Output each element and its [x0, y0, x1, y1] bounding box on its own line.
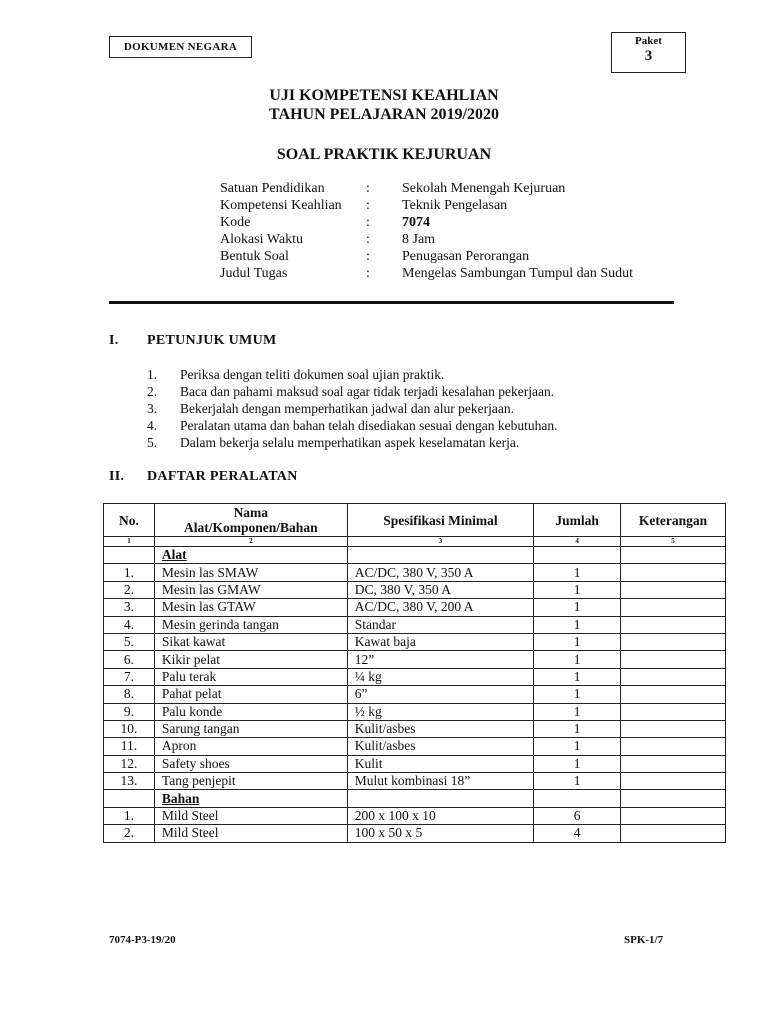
cell-note — [621, 668, 726, 685]
cell-name: Mesin las SMAW — [154, 564, 347, 581]
cell-note — [621, 825, 726, 842]
info-separator: : — [366, 249, 370, 264]
info-value: Mengelas Sambungan Tumpul dan Sudut — [402, 266, 634, 281]
info-separator: : — [366, 181, 370, 196]
table-row — [104, 651, 726, 668]
cell-qty: 4 — [534, 825, 621, 842]
cell-no: 7. — [104, 668, 155, 685]
table-row — [104, 720, 726, 737]
academic-year-title: TAHUN PELAJARAN 2019/2020 — [269, 106, 499, 123]
cell-no: 11. — [104, 738, 155, 755]
info-key: Judul Tugas — [220, 266, 288, 281]
cell-name: Mesin las GMAW — [154, 581, 347, 598]
info-value: Teknik Pengelasan — [402, 198, 508, 213]
info-separator: : — [366, 266, 370, 281]
table-header-row — [104, 504, 726, 537]
cell-qty: 1 — [534, 703, 621, 720]
cell-spec: DC, 380 V, 350 A — [347, 581, 534, 598]
paket-box — [611, 32, 686, 73]
header-note: Keterangan — [621, 504, 726, 537]
section-title: DAFTAR PERALATAN — [147, 469, 298, 484]
cell-no: 5. — [104, 633, 155, 650]
cell-spec: Mulut kombinasi 18” — [347, 773, 534, 790]
cell-no: 6. — [104, 651, 155, 668]
cell-no: 13. — [104, 773, 155, 790]
list-number: 2. — [147, 384, 158, 399]
table-row — [104, 755, 726, 772]
cell-no: 4. — [104, 616, 155, 633]
list-item — [147, 401, 558, 418]
section-number: I. — [109, 333, 119, 348]
table-row — [104, 668, 726, 685]
header-spec: Spesifikasi Minimal — [347, 504, 534, 537]
info-key: Alokasi Waktu — [220, 232, 303, 247]
header-name-line1: Nama — [233, 505, 269, 520]
cell-qty: 1 — [534, 581, 621, 598]
list-text: Baca dan pahami maksud soal agar tidak terjadi kesalahan pekerjaan. — [180, 384, 555, 399]
cell-spec: 100 x 50 x 5 — [347, 825, 534, 842]
section-heading-general-instructions — [109, 333, 277, 349]
cell-qty: 1 — [534, 668, 621, 685]
info-key: Kompetensi Keahlian — [220, 198, 342, 213]
list-item — [147, 384, 558, 401]
cell-spec: 200 x 100 x 10 — [347, 807, 534, 824]
column-index: 1 — [104, 537, 155, 547]
table-row — [104, 738, 726, 755]
info-row — [220, 266, 682, 283]
list-number: 3. — [147, 401, 158, 416]
cell-no: 9. — [104, 703, 155, 720]
cell-no: 1. — [104, 807, 155, 824]
info-key: Kode — [220, 215, 251, 230]
cell-note — [621, 616, 726, 633]
info-value: 7074 — [402, 215, 430, 230]
column-index: 4 — [534, 537, 621, 547]
cell-note — [621, 807, 726, 824]
instruction-list — [147, 367, 558, 452]
cell-name: Tang penjepit — [154, 773, 347, 790]
cell-name: Palu terak — [154, 668, 347, 685]
cell-note — [621, 581, 726, 598]
info-key: Bentuk Soal — [220, 249, 289, 264]
column-index-row — [104, 537, 726, 547]
cell-no: 10. — [104, 720, 155, 737]
table-row — [104, 599, 726, 616]
header-name-line2: Alat/Komponen/Bahan — [184, 520, 318, 535]
header-name — [154, 504, 347, 537]
column-index: 2 — [154, 537, 347, 547]
column-index: 3 — [347, 537, 534, 547]
cell-spec: Kulit/asbes — [347, 738, 534, 755]
cell-note — [621, 633, 726, 650]
exam-title: UJI KOMPETENSI KEAHLIAN — [269, 87, 499, 104]
paket-number: 3 — [644, 48, 653, 64]
table-row — [104, 703, 726, 720]
list-text: Periksa dengan teliti dokumen soal ujian praktik. — [180, 367, 445, 382]
info-key: Satuan Pendidikan — [220, 181, 325, 196]
info-separator: : — [366, 215, 370, 230]
cell-note — [621, 703, 726, 720]
cell-name: Kikir pelat — [154, 651, 347, 668]
group-label: Bahan — [154, 790, 347, 807]
cell-name: Pahat pelat — [154, 686, 347, 703]
cell-qty: 1 — [534, 738, 621, 755]
cell-name: Mesin gerinda tangan — [154, 616, 347, 633]
column-index: 5 — [621, 537, 726, 547]
group-row-materials — [104, 790, 726, 807]
list-text: Peralatan utama dan bahan telah disediakan sesuai dengan kebutuhan. — [180, 418, 558, 433]
info-separator: : — [366, 232, 370, 247]
table-row — [104, 564, 726, 581]
cell-qty: 1 — [534, 633, 621, 650]
list-item — [147, 435, 558, 452]
info-row — [220, 249, 682, 266]
cell-spec: Standar — [347, 616, 534, 633]
cell-name: Palu konde — [154, 703, 347, 720]
cell-qty: 6 — [534, 807, 621, 824]
cell-note — [621, 773, 726, 790]
list-text: Dalam bekerja selalu memperhatikan aspek keselamatan kerja. — [180, 435, 520, 450]
table-row — [104, 633, 726, 650]
cell-spec: AC/DC, 380 V, 200 A — [347, 599, 534, 616]
footer-page-number: SPK-1/7 — [624, 934, 664, 946]
cell-no: 8. — [104, 686, 155, 703]
info-row — [220, 181, 682, 198]
cell-name: Mild Steel — [154, 825, 347, 842]
cell-qty: 1 — [534, 616, 621, 633]
info-value: Sekolah Menengah Kejuruan — [402, 181, 566, 196]
cell-note — [621, 686, 726, 703]
cell-name: Sikat kawat — [154, 633, 347, 650]
cell-spec: 12” — [347, 651, 534, 668]
header-divider — [109, 301, 674, 304]
cell-spec: ½ kg — [347, 703, 534, 720]
table-row — [104, 616, 726, 633]
section-number: II. — [109, 469, 125, 484]
cell-name: Safety shoes — [154, 755, 347, 772]
cell-spec: Kawat baja — [347, 633, 534, 650]
cell-qty: 1 — [534, 720, 621, 737]
cell-no: 1. — [104, 564, 155, 581]
cell-note — [621, 720, 726, 737]
table-row — [104, 807, 726, 824]
table-row — [104, 825, 726, 842]
group-label: Alat — [154, 547, 347, 564]
cell-qty: 1 — [534, 773, 621, 790]
list-item — [147, 367, 558, 384]
cell-no: 2. — [104, 825, 155, 842]
list-item — [147, 418, 558, 435]
cell-name: Mesin las GTAW — [154, 599, 347, 616]
exam-subtitle: SOAL PRAKTIK KEJURUAN — [276, 146, 492, 163]
cell-spec: Kulit/asbes — [347, 720, 534, 737]
cell-name: Mild Steel — [154, 807, 347, 824]
document-label: DOKUMEN NEGARA — [109, 36, 252, 58]
cell-note — [621, 755, 726, 772]
info-value: 8 Jam — [402, 232, 436, 247]
cell-note — [621, 738, 726, 755]
cell-note — [621, 651, 726, 668]
table-row — [104, 581, 726, 598]
cell-spec: ¼ kg — [347, 668, 534, 685]
table-row — [104, 686, 726, 703]
cell-spec: 6” — [347, 686, 534, 703]
info-row — [220, 198, 682, 215]
cell-name: Apron — [154, 738, 347, 755]
cell-spec: Kulit — [347, 755, 534, 772]
cell-spec: AC/DC, 380 V, 350 A — [347, 564, 534, 581]
list-number: 4. — [147, 418, 158, 433]
cell-qty: 1 — [534, 564, 621, 581]
list-text: Bekerjalah dengan memperhatikan jadwal dan alur pekerjaan. — [180, 401, 514, 416]
cell-no: 2. — [104, 581, 155, 598]
section-title: PETUNJUK UMUM — [147, 333, 277, 348]
group-row-tools — [104, 547, 726, 564]
cell-no: 12. — [104, 755, 155, 772]
info-block — [220, 181, 682, 283]
list-number: 5. — [147, 435, 158, 450]
cell-name: Sarung tangan — [154, 720, 347, 737]
paket-label: Paket — [635, 35, 662, 47]
footer-document-code: 7074-P3-19/20 — [109, 934, 176, 946]
info-separator: : — [366, 198, 370, 213]
cell-note — [621, 599, 726, 616]
cell-qty: 1 — [534, 755, 621, 772]
cell-note — [621, 564, 726, 581]
cell-no: 3. — [104, 599, 155, 616]
info-value: Penugasan Perorangan — [402, 249, 530, 264]
info-row — [220, 215, 682, 232]
header-qty: Jumlah — [534, 504, 621, 537]
cell-qty: 1 — [534, 651, 621, 668]
header-no: No. — [104, 504, 155, 537]
equipment-table — [103, 503, 726, 843]
table-row — [104, 773, 726, 790]
cell-qty: 1 — [534, 599, 621, 616]
section-heading-equipment-list — [109, 469, 298, 485]
cell-qty: 1 — [534, 686, 621, 703]
info-row — [220, 232, 682, 249]
list-number: 1. — [147, 367, 158, 382]
